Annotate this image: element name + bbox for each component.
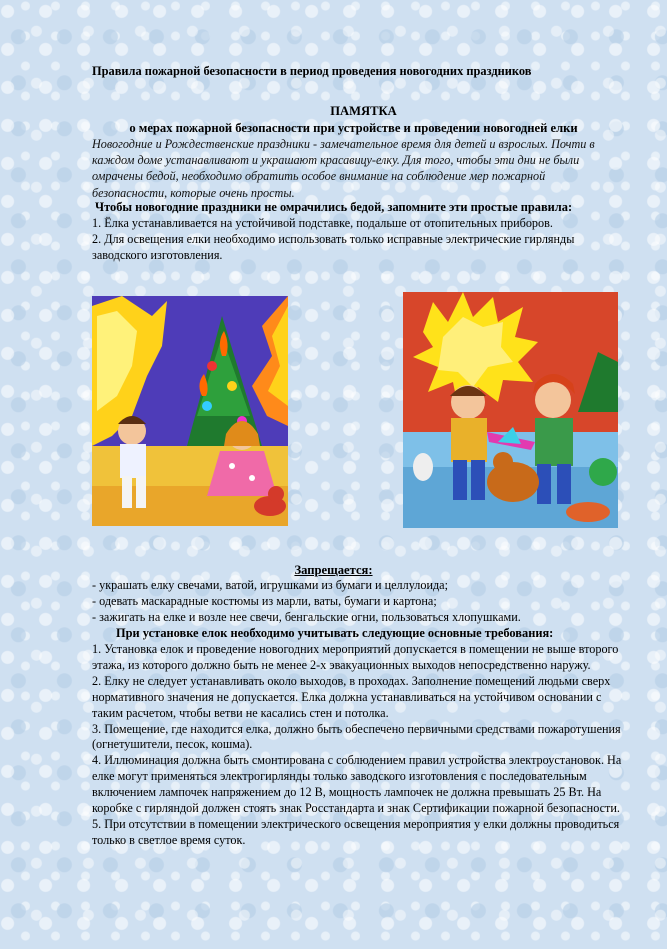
- forbidden-item: - украшать елку свечами, ватой, игрушками из бумаги и целлулоида;: [92, 578, 448, 592]
- illustration-boys-firecrackers: [403, 292, 618, 528]
- forbidden-item: - одевать маскарадные костюмы из марли, ваты, бумаги и картона;: [92, 593, 437, 608]
- forbidden-item: - зажигать на елке и возле нее свечи, бенгальские огни, пользоваться хлопушками.: [92, 609, 521, 624]
- requirement-item: 3. Помещение, где находится елка, должно быть обеспечено первичными средствами пожаротушения (огнетушители, песок, кошма).: [92, 721, 621, 752]
- illustration-tree-fire: [92, 296, 288, 526]
- intro-paragraph: Новогодние и Рождественские праздники - замечательное время для детей и взрослых. Почти в каждом доме устанавливают и украшают красавицу-елку. Для того, чтобы эти дни не были омрачены бедой, необходимо обратить особое внимание на соблюдение мер пожарной безопасности, которые очень просты.: [92, 137, 595, 200]
- requirements-list: [92, 642, 632, 849]
- requirement-item: 4. Иллюминация должна быть смонтирована с соблюдением правил устройства электроустановок. На елке могут применяться электрогирлянды только заводского изготовления с последовательным включением лампочек напряжением до 12 В, мощность лампочек не должна превышать 25 Вт. На коробке с гирляндой должен стоять знак Росстандарта и знак Сертификации пожарной безопасности.: [92, 753, 622, 816]
- requirement-item: 5. При отсутствии в помещении электрического освещения мероприятия у елки должны проводиться только в светлое время суток.: [92, 816, 620, 847]
- memo-subheading: о мерах пожарной безопасности при устройстве и проведении новогодней елки: [129, 121, 578, 135]
- rules-heading: Чтобы новогодние праздники не омрачились бедой, запомните эти простые правила:: [95, 200, 573, 214]
- forbidden-list: [92, 578, 632, 625]
- rule-item: 2. Для освещения елки необходимо использовать только исправные электрические гирлянды заводского изготовления.: [92, 232, 575, 262]
- rule-item: 1. Ёлка устанавливается на устойчивой подставке, подальше от отопительных приборов.: [92, 216, 553, 230]
- requirement-item: 1. Установка елок и проведение новогодних мероприятий допускается в помещении не выше второго этажа, из которого должно быть не менее 2-х эвакуационных выходов непосредственно наружу.: [92, 642, 619, 672]
- requirement-item: 2. Елку не следует устанавливать около выходов, в проходах. Заполнение помещений людьми сверх нормативного значения не допускается. Елка должна устанавливаться на устойчивом основании с таким расчетом, чтобы ветви не касались стен и потолка.: [92, 673, 611, 720]
- forbidden-heading: Запрещается:: [294, 563, 373, 577]
- requirements-heading: При установке елок необходимо учитывать следующие основные требования:: [116, 626, 554, 640]
- rules-list: [92, 215, 627, 263]
- memo-heading: ПАМЯТКА: [330, 104, 397, 118]
- document-title: Правила пожарной безопасности в период проведения новогодних праздников: [92, 64, 532, 78]
